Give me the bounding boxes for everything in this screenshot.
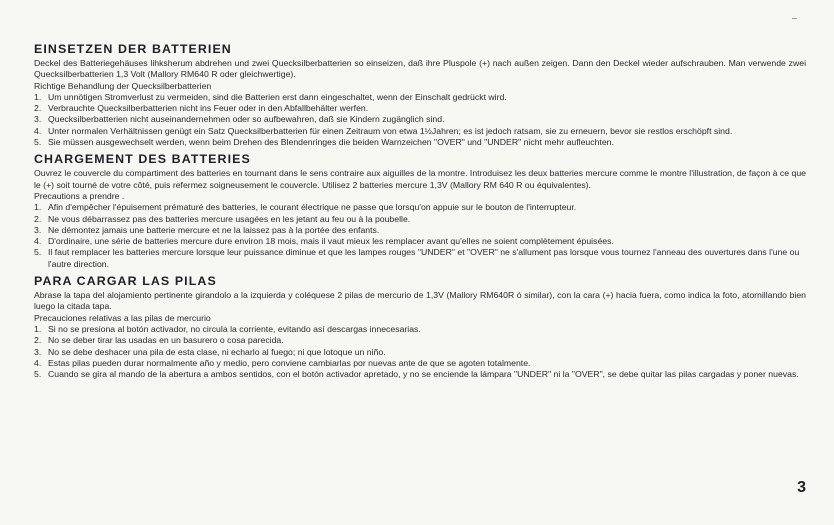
page-number: 3 bbox=[797, 479, 806, 496]
manual-page bbox=[34, 42, 806, 380]
item-number: 2. bbox=[34, 213, 42, 224]
list-item bbox=[34, 137, 806, 148]
item-text: Um unnötigen Stromverlust zu vermeiden, sind die Batterien erst dann eingeschaltet, wenn der Einschalt gedrückt wird. bbox=[48, 91, 507, 102]
section-intro: Abrase la tapa del alojamiento pertinente girandolo a la izquierda y coléquese 2 pilas de mercurio de 1,3V (Mallory RM640R ó similar), con la cara (+) hacia fuera, como indica la foto, atornillando bien luego la citada tapa. bbox=[34, 290, 806, 312]
precautions-list bbox=[34, 202, 806, 270]
precautions-list bbox=[34, 324, 806, 380]
item-text: Cuando se gira al mando de la abertura a ambos sentidos, con el botón activador apretado, y no se enciende la lámpara "UNDER" ni la "OVER", se debe quitar las pilas cargadas y poner nuevas. bbox=[48, 369, 799, 380]
item-text: Unter normalen Verhältnissen genügt ein Satz Quecksilberbatterien für einen Zeitraum von etwa 1½Jahren; es ist jedoch ratsam, sie zu erneuern, bevor sie restlos erschöpft sind. bbox=[48, 125, 733, 136]
item-number: 1. bbox=[34, 323, 42, 334]
list-item bbox=[34, 247, 806, 270]
item-text: Estas pilas pueden durar normalmente año y medio, pero conviene cambiarlas por nuevas ante de que se agoten totalmente. bbox=[48, 357, 531, 368]
list-item bbox=[34, 358, 806, 369]
list-item bbox=[34, 236, 806, 247]
item-text: Il faut remplacer les batteries mercure lorsque leur puissance diminue et que les lampes rouges "UNDER" et "OVER" ne s'allument pas lorsque vous tournez l'anneau des ouvertures dans l'une ou l'autre direction. bbox=[48, 247, 800, 269]
list-item bbox=[34, 225, 806, 236]
precautions-title: Precauciones relativas a las pilas de mercurio bbox=[34, 312, 211, 323]
item-text: No se deber tirar las usadas en un basurero o cosa parecida. bbox=[48, 335, 284, 346]
item-number: 3. bbox=[34, 224, 42, 235]
section-intro: Ouvrez le couvercle du compartiment des batteries en tournant dans le sens contraire aux aiguilles de la montre. Introduisez les deux batteries mercure comme le montre l'illustration, de façon à ce que le (+) soit tourné de votre côté, puis refermez soigneusement le couvercle. Utilisez 2 batteries mercure 1,3V (Mallory RM 640 R ou équivalentes). bbox=[34, 168, 806, 190]
section-german bbox=[34, 42, 806, 148]
item-number: 1. bbox=[34, 202, 42, 213]
item-number: 2. bbox=[34, 103, 42, 114]
precautions-list bbox=[34, 92, 806, 148]
list-item bbox=[34, 214, 806, 225]
list-item bbox=[34, 114, 806, 125]
item-text: Sie müssen ausgewechselt werden, wenn beim Drehen des Blendenringes die beiden Warnzeichen "OVER" und "UNDER" nicht mehr aufleuchten. bbox=[48, 137, 614, 148]
item-text: No se debe deshacer una pila de esta clase, ni echarlo al fuego; ni que lotoque un niño. bbox=[48, 346, 386, 357]
scan-mark bbox=[792, 18, 797, 19]
item-text: D'ordinaire, une série de batteries mercure dure environ 18 mois, mais il vaut mieux les remplacer avant qu'elles ne soient complètement épuisées. bbox=[48, 236, 614, 247]
item-number: 4. bbox=[34, 125, 42, 136]
item-text: Ne démontez jamais une batterie mercure et ne la laissez pas à la portée des enfants. bbox=[48, 224, 380, 235]
section-heading: EINSETZEN DER BATTERIEN bbox=[34, 42, 232, 56]
list-item bbox=[34, 92, 806, 103]
item-number: 3. bbox=[34, 346, 42, 357]
section-heading: CHARGEMENT DES BATTERIES bbox=[34, 152, 251, 167]
item-number: 5. bbox=[34, 369, 42, 380]
item-text: Ne vous débarrassez pas des batteries mercure usagées en les jetant au feu ou à la poubelle. bbox=[48, 213, 411, 224]
item-number: 4. bbox=[34, 357, 42, 368]
item-number: 1. bbox=[34, 91, 42, 102]
section-spanish bbox=[34, 274, 806, 380]
item-text: Verbrauchte Quecksilberbatterien nicht ins Feuer oder in den Abfallbehälter werfen. bbox=[48, 103, 369, 114]
item-text: Si no se presiona al botón activador, no circula la corriente, evitando así descargas innecesarias. bbox=[48, 323, 421, 334]
list-item bbox=[34, 369, 806, 380]
section-intro: Deckel des Batteriegehäuses lihksherum abdrehen und zwei Quecksilberbatterien so einseizen, daß ihre Pluspole (+) nach außen zeigen. Dann den Deckel wieder aufschrauben. Man verwende zwei Quecksilberbatterien 1,3 Volt (Mallory RM640 R oder gleichwertige). bbox=[34, 58, 806, 80]
item-number: 5. bbox=[34, 137, 42, 148]
precautions-title: Precautions a prendre . bbox=[34, 190, 125, 201]
list-item bbox=[34, 126, 806, 137]
item-text: Quecksilberbatterien nicht auseinandernehmen oder so aufbewahren, daß sie Kindern zugänglich sind. bbox=[48, 114, 445, 125]
list-item bbox=[34, 103, 806, 114]
item-number: 4. bbox=[34, 236, 42, 247]
list-item bbox=[34, 324, 806, 335]
list-item bbox=[34, 347, 806, 358]
list-item bbox=[34, 202, 806, 213]
item-number: 5. bbox=[34, 247, 42, 258]
item-number: 2. bbox=[34, 335, 42, 346]
item-text: Afin d'empêcher l'épuisement prématuré des batteries, le courant électrique ne passe que lorsqu'on appuie sur le bouton de l'interrupteur. bbox=[48, 202, 577, 213]
item-number: 3. bbox=[34, 114, 42, 125]
list-item bbox=[34, 335, 806, 346]
section-heading: PARA CARGAR LAS PILAS bbox=[34, 274, 217, 289]
section-french bbox=[34, 152, 806, 270]
precautions-title: Richtige Behandlung der Quecksilberbatterien bbox=[34, 80, 212, 91]
